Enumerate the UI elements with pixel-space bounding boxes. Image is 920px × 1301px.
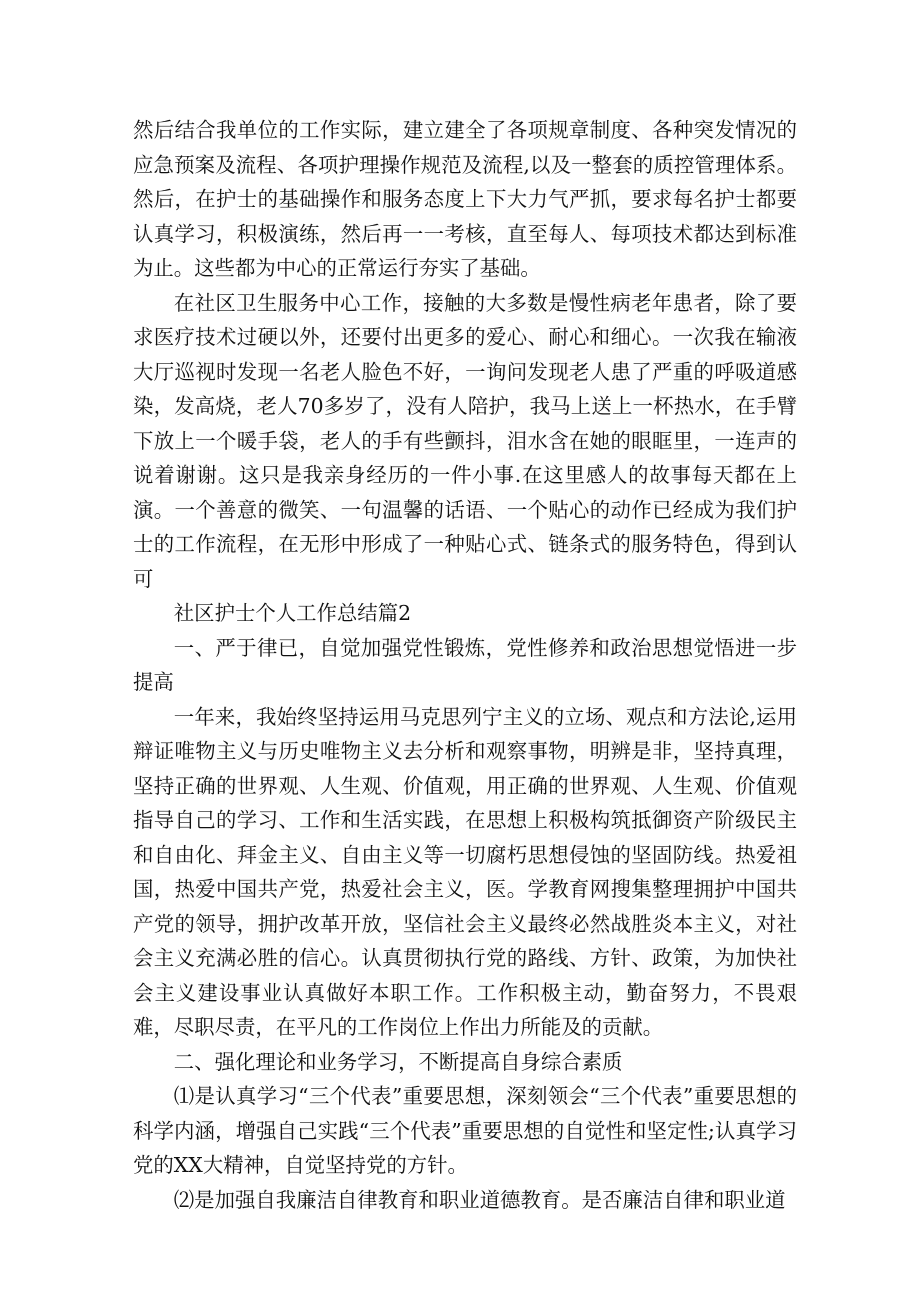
paragraph-political-thought: 一年来，我始终坚持运用马克思列宁主义的立场、观点和方法论,运用辩证唯物主义与历史唯物主义去分析和观察事物，明辨是非，坚持真理，坚持正确的世界观、人生观、价值观，用正确的世界观、人生观、价值观指导自己的学习、工作和生活实践，在思想上积极构筑抵御资产阶级民主和自由化、拜金主义、自由主义等一切腐朽思想侵蚀的坚固防线。热爱祖国，热爱中国共产党，热爱社会主义，医。学教育网搜集整理拥护中国共产党的领导，拥护改革开放，坚信社会主义最终必然战胜炎本主义，对社会主义充满必胜的信心。认真贯彻执行党的路线、方针、政策，为加快社会主义建设事业认真做好本职工作。工作积极主动，勤奋努力，不畏艰难，尽职尽责，在平凡的工作岗位上作出力所能及的贡献。 — [133, 704, 797, 1039]
paragraph-community-care: 在社区卫生服务中心工作，接触的大多数是慢性病老年患者，除了要求医疗技术过硬以外，还要付出更多的爱心、耐心和细心。一次我在输液大厅巡视时发现一名老人脸色不好，一询问发现老人患了严重的呼吸道感染，发高烧，老人70多岁了，没有人陪护，我马上送上一杯热水，在手臂下放上一个暖手袋，老人的手有些颤抖，泪水含在她的眼眶里，一连声的说着谢谢。这只是我亲身经历的一件小事.在这里感人的故事每天都在上演。一个善意的微笑、一句温馨的话语、一个贴心的动作已经成为我们护士的工作流程，在无形中形成了一种贴心式、链条式的服务特色，得到认可 — [133, 290, 797, 591]
heading-one: 一、严于律已，自觉加强党性锻炼，党性修养和政治思想觉悟进一步提高 — [133, 635, 797, 694]
paragraph-item-two: ⑵是加强自我廉洁自律教育和职业道德教育。是否廉洁自律和职业道 — [173, 1187, 786, 1212]
paragraph-item-one: ⑴是认真学习“三个代表”重要思想，深刻领会“三个代表”重要思想的科学内涵，增强自己实践“三个代表”重要思想的自觉性和坚定性;认真学习党的XX大精神，自觉坚持党的方针。 — [133, 1084, 797, 1177]
document-body — [133, 113, 797, 1217]
heading-two: 二、强化理论和业务学习，不断提高自身综合素质 — [173, 1049, 623, 1074]
paragraph-work-system: 然后结合我单位的工作实际，建立建全了各项规章制度、各种突发情况的应急预案及流程、各项护理操作规范及流程,以及一整套的质控管理体系。然后，在护士的基础操作和服务态度上下大力气严抓，要求每名护士都要认真学习，积极演练，然后再一一考核，直至每人、每项技术都达到标准为止。这些都为中心的正常运行夯实了基础。 — [133, 118, 797, 280]
section-title: 社区护士个人工作总结篇2 — [173, 601, 412, 625]
